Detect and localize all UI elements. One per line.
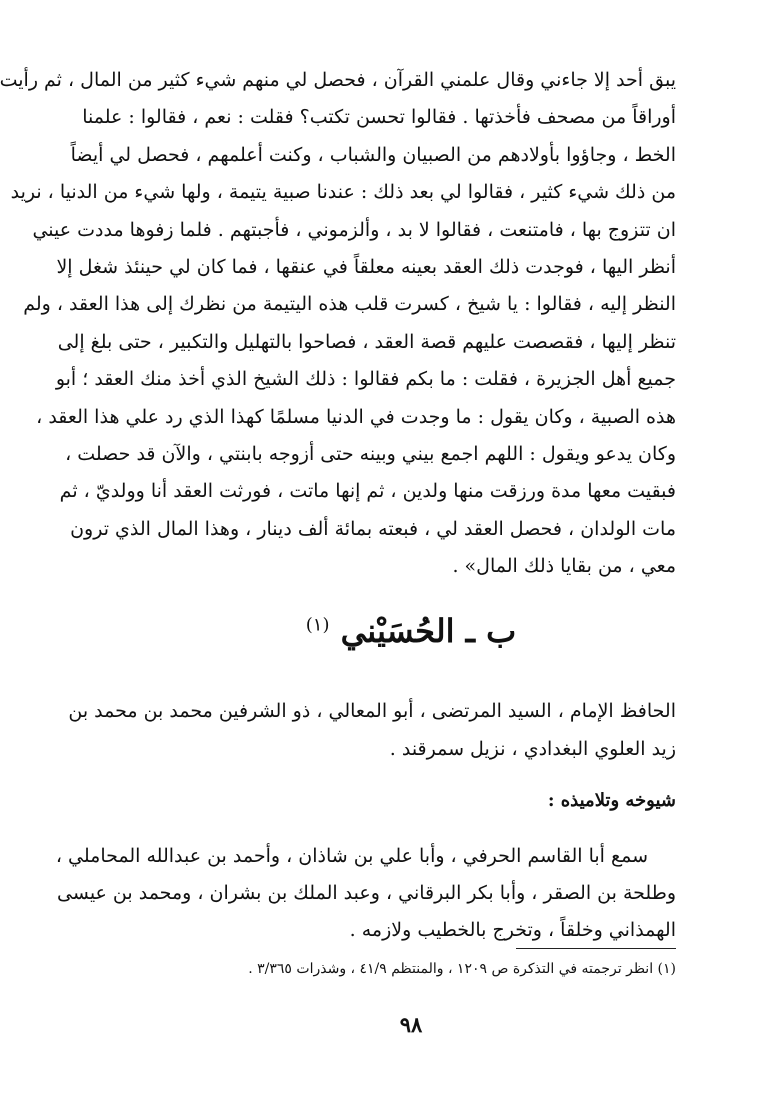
text-line: تنظر إليها ، فقصصت عليهم قصة العقد ، فصاحوا بالتهليل والتكبير ، حتى بلغ إلى [57,330,676,353]
text-line: جميع أهل الجزيرة ، فقلت : ما بكم فقالوا : ذلك الشيخ الذي أخذ منك العقد ؛ أبو [55,368,676,391]
text-line: معي ، من بقايا ذلك المال» . [452,555,676,578]
text-line: من ذلك شيء كثير ، فقالوا لي بعد ذلك : عندنا صبية يتيمة ، ولها شيء من الدنيا ، نريد [10,181,676,204]
text-line: وطلحة بن الصقر ، وأبا بكر البرقاني ، وعبد الملك بن بشران ، ومحمد بن عيسى [57,882,676,904]
text-line: يبق أحد إلا جاءني وقال علمني القرآن ، فحصل لي منهم شيء كثير من المال ، ثم رأيت [0,69,676,91]
footnote: (١) انظر ترجمته في التذكرة ص ١٢٠٩ ، والمنتظم ٤١/٩ ، وشذرات ٣/٣٦٥ . [248,961,676,977]
text-line: الحافظ الإمام ، السيد المرتضى ، أبو المعالي ، ذو الشرفين محمد بن محمد بن [68,700,676,722]
text-line: وكان يدعو ويقول : اللهم اجمع بيني وبينه حتى أزوجه بابنتي ، والآن قد حصلت ، [65,443,676,466]
section-heading [62,612,760,650]
text-line: الهمذاني وخلقاً ، وتخرج بالخطيب ولازمه . [349,919,676,941]
narrative-paragraph [0,62,676,586]
text-line: أنظر اليها ، فوجدت ذلك العقد بعينه معلقاً في عنقها ، فما كان لي حينئذ شغل إلا [56,256,676,279]
text-line: مات الولدان ، فحصل العقد لي ، فبعته بمائة ألف دينار ، وهذا المال الذي ترون [70,517,676,540]
text-line: فبقيت معها مدة ورزقت منها ولدين ، ثم إنها ماتت ، فورثت العقد أنا وولديّ ، ثم [59,480,676,503]
footnote-reference: (١) [305,614,330,636]
text-line: ان تتزوج بها ، فامتنعت ، فقالوا لا بد ، وألزموني ، فأجبتهم . فلما زفوها مددت عيني [32,218,676,241]
teachers-paragraph [55,838,676,949]
text-line: زيد العلوي البغدادي ، نزيل سمرقند . [389,738,676,760]
section-title: ب ـ الحُسَيْني [340,612,517,650]
text-line: هذه الصبية ، وكان يقول : ما وجدت في الدنيا مسلمًا كهذا الذي رد علي هذا العقد ، [36,405,676,428]
page-number: ٩٨ [399,1012,423,1037]
text-line: النظر إليه ، فقالوا : يا شيخ ، كسرت قلب هذه اليتيمة من نظرك إلى هذا العقد ، ولم [23,293,676,316]
text-line: الخط ، وجاؤوا بأولادهم من الصبيان والشباب ، وكنت أعلمهم ، فحصل لي أيضاً [70,143,676,166]
teachers-heading: شيوخه وتلاميذه : [547,790,676,811]
biography-intro [68,692,676,768]
footnote-divider [516,948,676,949]
text-line: سمع أبا القاسم الحرفي ، وأبا علي بن شاذان ، وأحمد بن عبدالله المحاملي ، [55,845,648,867]
text-line: أوراقاً من مصحف فأخذتها . فقالوا تحسن تكتب؟ فقلت : نعم ، فقالوا : علمنا [82,106,676,129]
